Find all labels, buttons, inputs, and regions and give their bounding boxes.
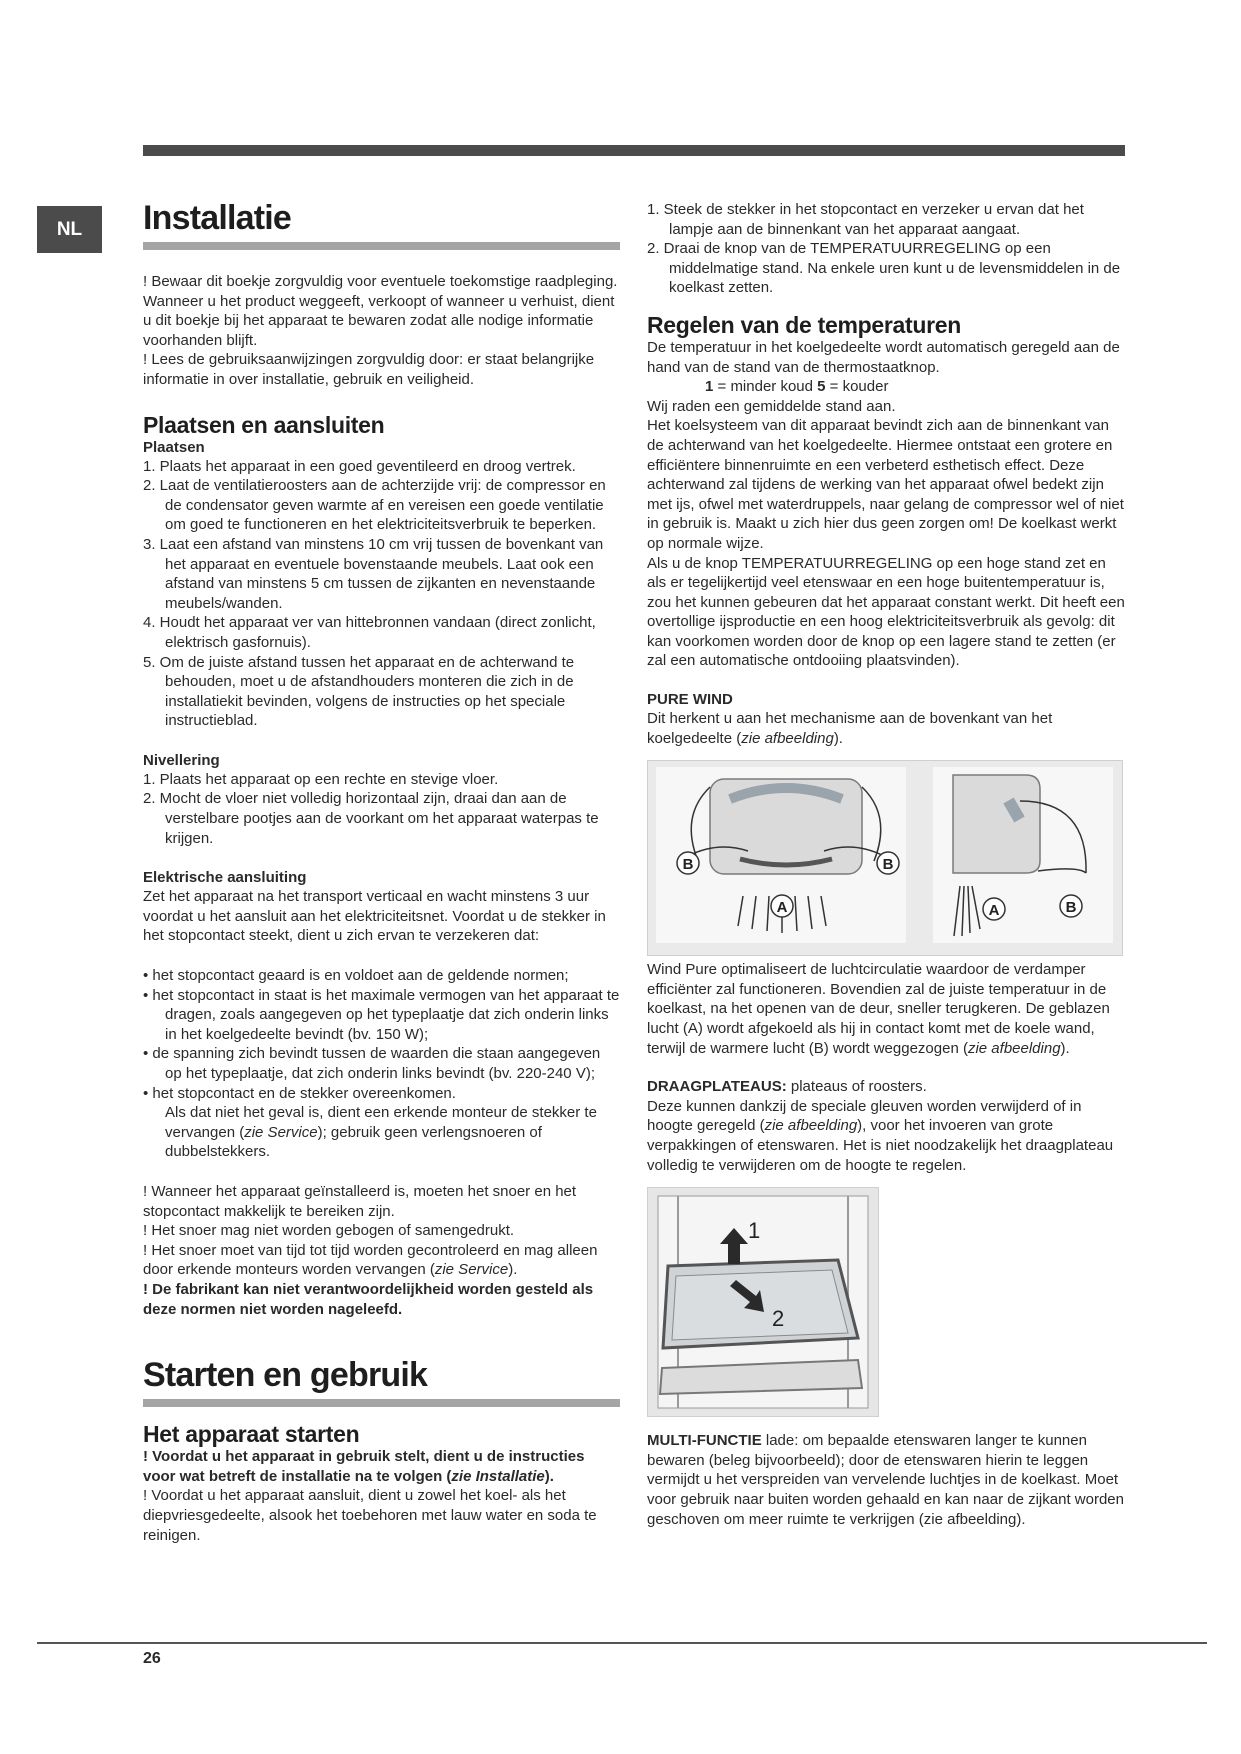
purewind-heading: PURE WIND [647,691,733,709]
purewind-figure [647,760,1123,956]
shelf-step-1: 1 [748,1218,761,1244]
text-part: plateaus of roosters. [786,1078,927,1096]
regelen-scale [647,377,1125,397]
label-a-front: A [776,899,788,917]
elektrisch-subheading: Elektrische aansluiting [143,869,307,887]
shelf-step-2: 2 [772,1306,785,1332]
shelf-figure [647,1187,879,1417]
start-step: 1. Steek de stekker in het stopcontact en verzeker u ervan dat het lampje aan de binnenkant van het apparaat aangaat. [647,201,1084,238]
multifunctie-p [647,1431,1125,1529]
regelen-p2: Wij raden een gemiddelde stand aan. [647,397,896,415]
starten-text: ! Voordat u het apparaat aansluit, dient u zowel het koel- als het diepvriesgedeelte, alsook het toebehoren met lauw water en soda te reinigen. [143,1487,597,1544]
text-part: ). [1060,1039,1070,1057]
scale-min: 1 [705,378,714,396]
language-tab: NL [37,206,102,253]
multifunctie-label: MULTI-FUNCTIE [647,1432,762,1450]
plaatsen-item: 1. Plaats het apparaat in een goed geventileerd en droog vertrek. [143,457,576,475]
text-part: Als dat niet het geval is, dient een erkende monteur de stekker te vervangen ( [165,1104,597,1141]
regelen-p1: De temperatuur in het koelgedeelte wordt automatisch geregeld aan de hand van de stand van de thermostaatknop. [647,338,1120,376]
warning-4: ! De fabrikant kan niet verantwoordelijkheid worden gesteld als deze normen niet worden nageleefd. [143,1280,594,1318]
label-b-side: B [1065,899,1077,917]
label-a-side: A [988,902,1000,920]
elektrisch-bullet: • het stopcontact geaard is en voldoet aan de geldende normen; [143,967,569,985]
page-number: 26 [143,1650,161,1667]
start-step: 2. Draai de knop van de TEMPERATUURREGELING op een middelmatige stand. Na enkele uren kunt u de levensmiddelen in de koelkast zetten. [647,240,1121,297]
elektrisch-bullet-continued [143,1103,620,1162]
draagplateaus-line [647,1077,1125,1097]
regelen-heading: Regelen van de temperaturen [647,311,962,338]
reference-service: zie Service [434,1261,509,1279]
reference-figure: zie afbeelding [741,729,834,747]
label-b-right: B [882,856,894,874]
nivellering-item: 2. Mocht de vloer niet volledig horizontaal zijn, draai dan aan de verstelbare pootjes aan de voorkant om het apparaat waterpas te krijgen. [143,790,599,847]
top-bar [143,145,1125,156]
draagplateaus-p [647,1097,1125,1175]
text-part: = kouder [825,378,889,396]
text-part: ). [508,1261,518,1279]
text-part: ). [544,1467,554,1485]
left-column [143,198,620,1545]
elektrisch-bullet: • de spanning zich bevindt tussen de waarden die staan aangegeven op het typeplaatje, dat zich onderin links bevindt (bv. 220-240 V); [143,1045,601,1082]
plaatsen-item: 5. Om de juiste afstand tussen het apparaat en de achterwand te behouden, moet u de afstandhouders monteren die zich in de installatiekit bevinden, volgens de instructies op het speciale instructieblad. [143,653,575,730]
label-b-left: B [682,856,694,874]
plaatsen-item: 3. Laat een afstand van minstens 10 cm vrij tussen de bovenkant van het apparaat en eventuele bovenstaande meubels. Laat ook een afstand van minstens 5 cm tussen de zijkanten en nevenstaande meubels/wanden. [143,535,604,612]
text-part: ); gebruik geen verlengsnoeren of dubbelstekkers. [165,1123,542,1161]
text-part: Wind Pure optimaliseert de luchtcirculatie waardoor de verdamper efficiënter zal functioneren. Bovendien zal de juiste temperatuur in de koelkast, na het openen van de deur, sneller terugkeren. De geblazen lucht (A) wordt afgekoeld als hij in contact komt met de koele wand, terwijl de warmere lucht (B) wordt weggezogen ( [647,961,1110,1057]
starten-bold-note [143,1447,620,1486]
starten-heading: Het apparaat starten [143,1421,360,1448]
text-part: ). [833,729,843,747]
installatie-intro-2: ! Lees de gebruiksaanwijzingen zorgvuldig door: er staat belangrijke informatie in over installatie, gebruik en veiligheid. [143,351,595,388]
text-part: ), voor het invoeren van grote verpakkingen of etenswaren. Het is niet noodzakelijk het draagplateau volledig te verwijderen om de hoogte te regelen. [647,1117,1114,1174]
text-part: lade: om bepaalde etenswaren langer te kunnen bewaren (beleg bijvoorbeeld); door de etenswaren hierin te leggen vermijdt u het verspreiden van vervelende luchtjes in de koelkast. Moet voor gebruik naar buiten worden gehaald en kan naar de zijkant worden geschoven om meer ruimte te verkrijgen (zie afbeelding). [647,1432,1124,1528]
reference-service: zie Service [244,1123,318,1141]
purewind-p1 [647,709,1125,748]
elektrisch-intro: Zet het apparaat na het transport verticaal en wacht minstens 3 uur voordat u het aansluit aan het elektriciteitsnet. Voordat u de stekker in het stopcontact steekt, dient u zich ervan te verzekeren dat: [143,888,606,945]
regelen-p4: Als u de knop TEMPERATUURREGELING op een hoge stand zet en als er tegelijkertijd veel etenswaar en een hoge buitentemperatuur is, zou het kunnen gebeuren dat het apparaat constant werkt. Dit heeft een overtollige ijsproductie en een hoog elektriciteitsverbruik als gevolg: dit kan voorkomen worden door de knop op een lagere stand te zetten (er zal een automatische ontdooiing plaatsvinden). [647,554,1125,670]
title-rule [143,242,620,250]
draagplateaus-label: DRAAGPLATEAUS: [647,1078,787,1096]
reference-installatie: zie Installatie [451,1467,545,1485]
nivellering-item: 1. Plaats het apparaat op een rechte en stevige vloer. [143,770,499,788]
text-part: ! Het snoer moet van tijd tot tijd worden gecontroleerd en mag alleen door erkende monteurs worden vervangen ( [143,1241,598,1279]
plaatsen-heading: Plaatsen en aansluiten [143,411,385,438]
plaatsen-subheading: Plaatsen [143,438,205,456]
installatie-title: Installatie [143,199,292,237]
warning-1: ! Wanneer het apparaat geïnstalleerd is, moeten het snoer en het stopcontact makkelijk te bereiken zijn. [143,1182,577,1220]
right-column [647,200,1125,1529]
regelen-p3: Het koelsysteem van dit apparaat bevindt zich aan de binnenkant van de achterwand van het koelgedeelte. Hiermee ontstaat een grotere en efficiëntere binnenruimte en een verbeterd esthetisch effect. Deze achterwand zal tijdens de werking van het apparaat ofwel bedekt zijn met ijs, ofwel met waterdruppels, naar gelang de compressor wel of niet in gebruik is. Maakt u zich hier dus geen zorgen om! De koelkast werkt op normale wijze. [647,417,1124,552]
title-rule [143,1399,620,1407]
plaatsen-item: 2. Laat de ventilatieroosters aan de achterzijde vrij: de compressor en de condensator geven warmte af en vereisen een goede ventilatie om goed te functioneren en het elektriciteitsverbruik te beperken. [143,477,606,534]
text-part: Dit herkent u aan het mechanisme aan de bovenkant van het koelgedeelte ( [647,710,1053,747]
starten-title: Starten en gebruik [143,1356,428,1395]
elektrisch-bullet: • het stopcontact in staat is het maximale vermogen van het apparaat te dragen, zoals aangegeven op het typeplaatje dat zich onderin links in het koelgedeelte bevindt (bv. 150 W); [143,986,620,1043]
text-part: = minder koud [713,378,818,396]
warning-3 [143,1241,620,1280]
text-part: Deze kunnen dankzij de speciale gleuven worden verwijderd of in hoogte geregeld ( [647,1097,1082,1135]
purewind-p2 [647,960,1125,1058]
text-part: ! Voordat u het apparaat in gebruik stelt, dient u de instructies voor wat betreft de installatie na te volgen ( [143,1448,585,1485]
shelf-illustration [648,1188,878,1416]
bottom-rule [37,1642,1207,1644]
nivellering-subheading: Nivellering [143,751,220,769]
scale-max: 5 [817,378,826,396]
elektrisch-bullet: • het stopcontact en de stekker overeenkomen. [143,1084,456,1102]
reference-figure: zie afbeelding [764,1117,858,1135]
plaatsen-item: 4. Houdt het apparaat ver van hittebronnen vandaan (direct zonlicht, elektrisch gasfornuis). [143,614,596,651]
purewind-illustration [648,761,1122,955]
reference-figure: zie afbeelding [967,1039,1061,1057]
installatie-intro-1: ! Bewaar dit boekje zorgvuldig voor eventuele toekomstige raadpleging. Wanneer u het product weggeeft, verkoopt of wanneer u verhuist, dient u dit boekje bij het apparaat te bewaren zodat alle nodige informatie voorhanden blijft. [143,273,618,349]
warning-2: ! Het snoer mag niet worden gebogen of samengedrukt. [143,1222,515,1240]
